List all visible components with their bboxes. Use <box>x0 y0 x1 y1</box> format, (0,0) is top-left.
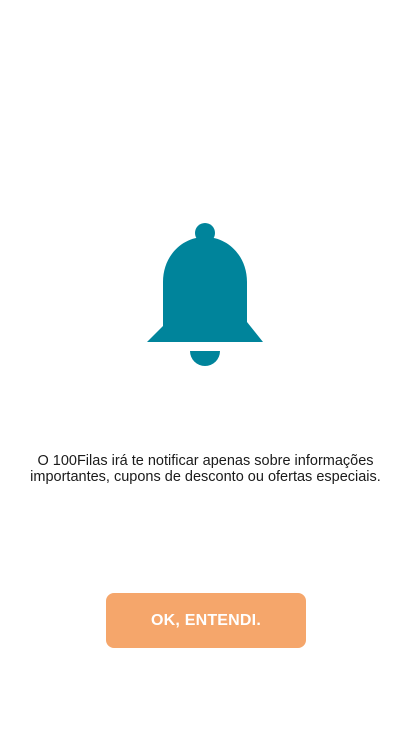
ok-button[interactable]: OK, ENTENDI. <box>106 593 306 648</box>
bell-icon <box>146 222 264 366</box>
notification-message: O 100Filas irá te notificar apenas sobre informações importantes, cupons de desconto ou ofertas especiais. <box>30 453 381 485</box>
